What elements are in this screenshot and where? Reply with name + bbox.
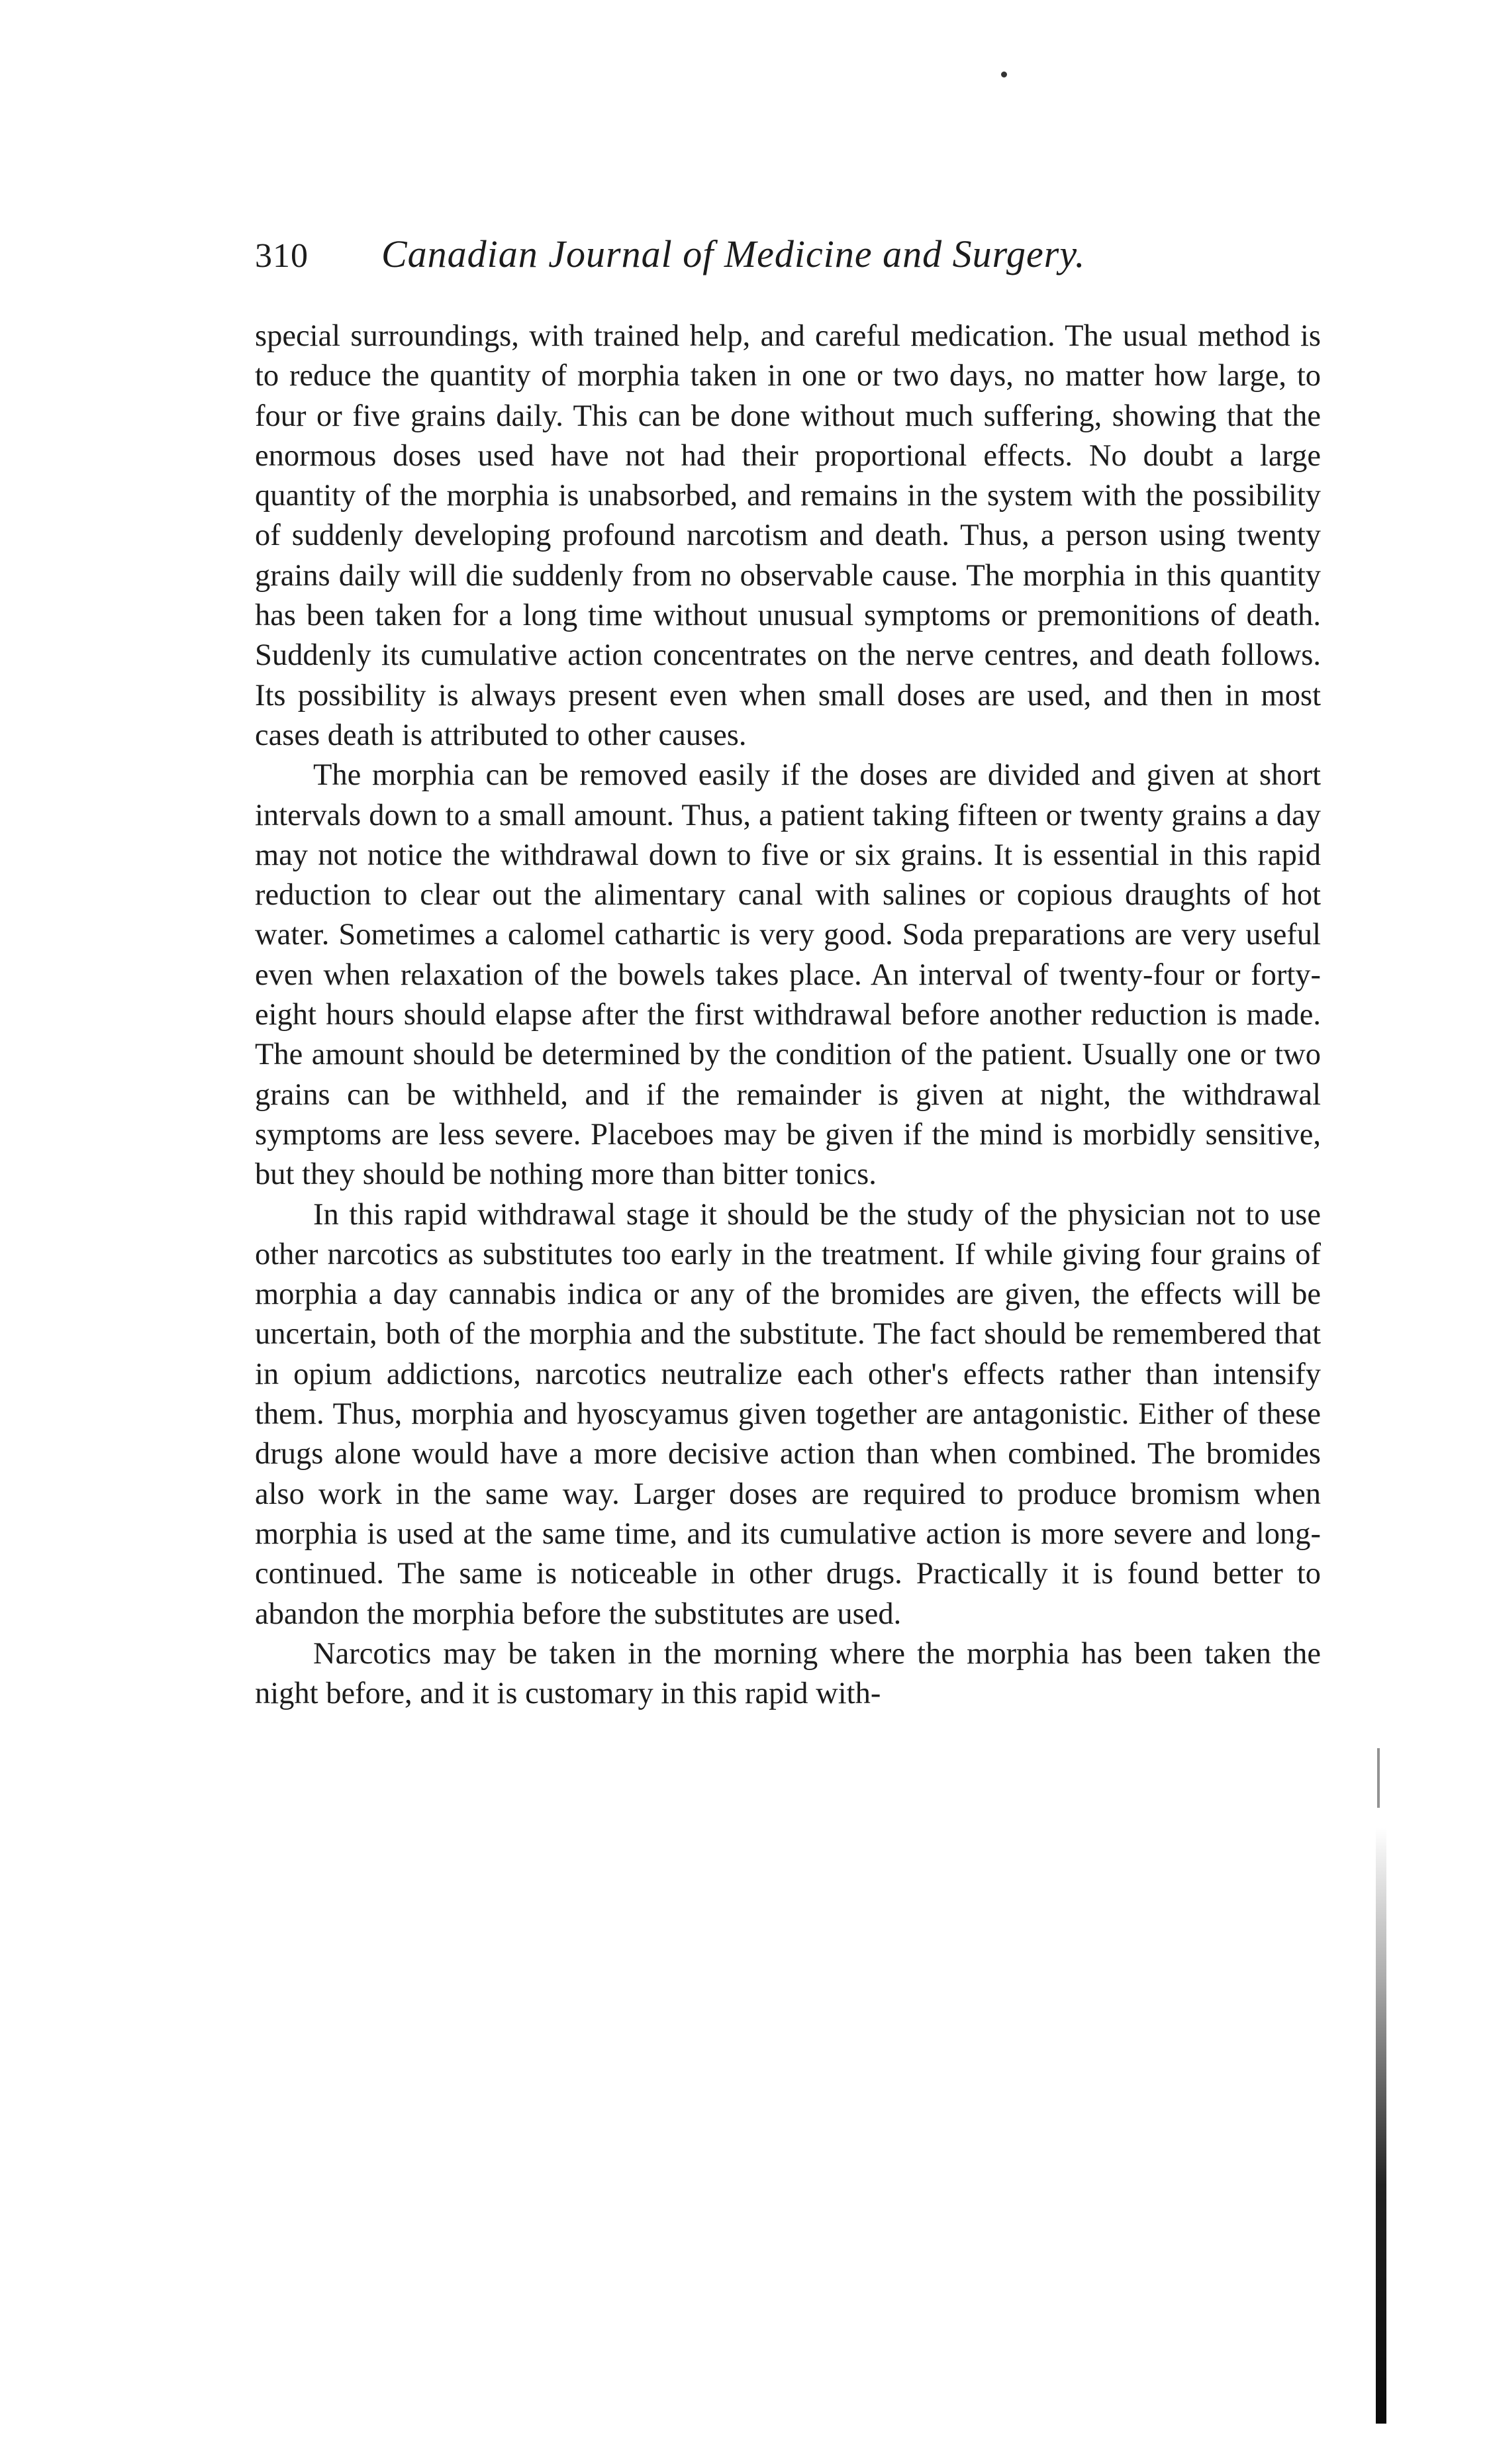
page-header	[255, 232, 1218, 285]
speck-mark	[1001, 72, 1007, 77]
paragraph-2: The morphia can be removed easily if the doses are divided and given at short intervals down to a small amount. Thus, a patient taking fifteen or twenty grains a day may not notice the withdrawal down to five or six grains. It is essential in this rapid reduction to clear out the alimentary canal with salines or copious draughts of hot water. Sometimes a calomel cathartic is very good. Soda preparations are very useful even when relaxation of the bowels takes place. An interval of twenty-four or forty-eight hours should elapse after the first withdrawal before another reduction is made. The amount should be determined by the condition of the patient. Usually one or two grains can be withheld, and if the remainder is given at night, the withdrawal symptoms are less severe. Placeboes may be given if the mind is morbidly sensitive, but they should be nothing more than bitter tonics.	[255, 758, 1321, 1192]
margin-scan-tick	[1377, 1748, 1380, 1808]
paragraph-4: Narcotics may be taken in the morning where the morphia has been taken the night before, and it is customary in this rapid with-	[255, 1636, 1321, 1711]
paragraph-3: In this rapid withdrawal stage it should be the study of the physician not to use other narcotics as substitutes too early in the treatment. If while giving four grains of morphia a day cannabis indica or any of the bromides are given, the effects will be uncertain, both of the morphia and the substitute. The fact should be remembered that in opium addictions, narcotics neutralize each other's effects rather than intensify them. Thus, morphia and hyoscyamus given together are antagonistic. Either of these drugs alone would have a more decisive action than when combined. The bromides also work in the same way. Larger doses are required to produce bromism when morphia is used at the same time, and its cumulative action is more severe and long-continued. The same is noticeable in other drugs. Practically it is found better to abandon the morphia before the substitutes are used.	[255, 1197, 1321, 1631]
article-body	[255, 317, 1321, 1714]
running-title: Canadian Journal of Medicine and Surgery.	[381, 232, 1086, 275]
paragraph-1: special surroundings, with trained help, and careful medication. The usual method is to reduce the quantity of morphia taken in one or two days, no matter how large, to four or five grains daily. This can be done without much suffering, showing that the enormous doses used have not had their proportional effects. No doubt a large quantity of the morphia is unabsorbed, and remains in the system with the possibility of suddenly developing profound narcotism and death. Thus, a person using twenty grains daily will die suddenly from no observable cause. The morphia in this quantity has been taken for a long time without unusual symptoms or premonitions of death. Suddenly its cumulative action concentrates on the nerve centres, and death follows. Its possibility is always present even when small doses are used, and then in most cases death is attributed to other causes.	[255, 319, 1321, 752]
margin-scan-bar	[1376, 1828, 1386, 2424]
page-number: 310	[255, 237, 309, 275]
